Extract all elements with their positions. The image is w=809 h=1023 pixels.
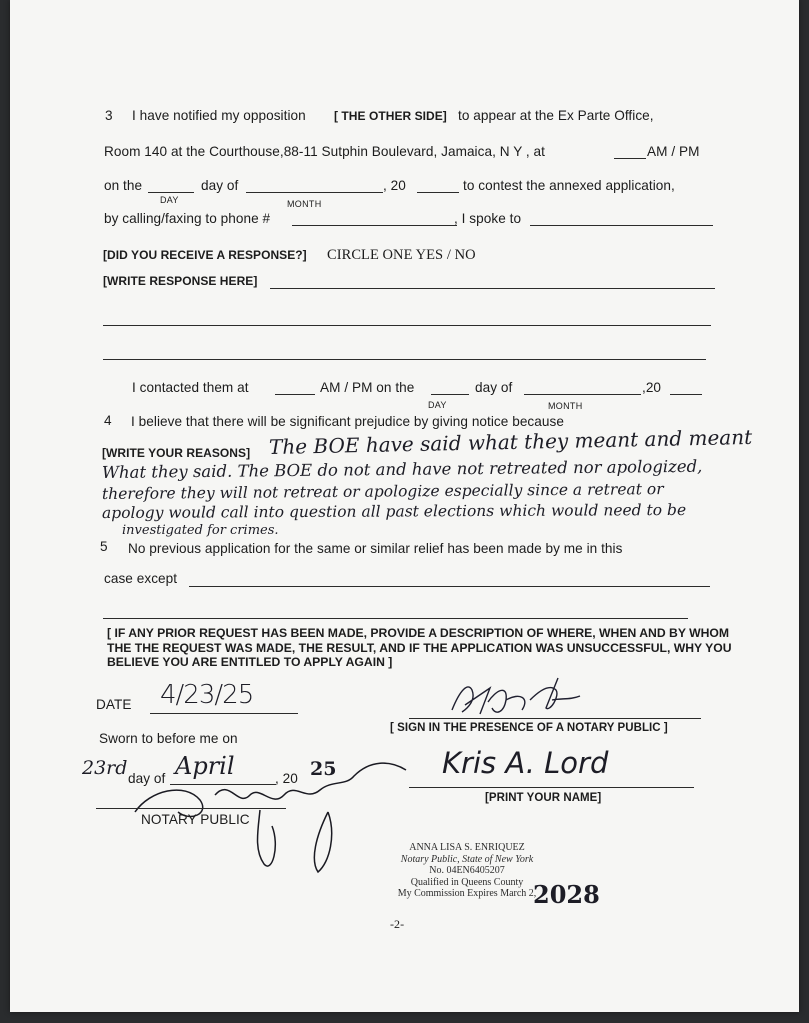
sworn-year-handwritten: 25 [310, 758, 337, 780]
sworn-day-handwritten: 23rd [82, 757, 128, 779]
print-name-label: [PRINT YOUR NAME] [485, 792, 602, 804]
contacted-day-blank[interactable] [431, 394, 469, 395]
item3-line1-post: to appear at the Ex Parte Office, [458, 108, 654, 123]
signature-line[interactable] [409, 718, 701, 719]
case-except-line-1[interactable] [189, 586, 710, 587]
on-the-label: on the [104, 178, 143, 193]
stamp-number: No. 04EN6405207 [429, 865, 505, 876]
date-line[interactable] [150, 713, 298, 714]
other-side-label: [ THE OTHER SIDE] [334, 109, 447, 123]
write-reasons-label: [WRITE YOUR REASONS] [102, 446, 251, 460]
spoke-to-label: , I spoke to [454, 211, 522, 226]
contacted-month-blank[interactable] [524, 394, 641, 395]
reason-line-4: apology would call into question all past elections which would need to be [101, 500, 687, 522]
year-blank[interactable] [417, 192, 459, 193]
sworn-year-prefix: , 20 [275, 771, 298, 786]
am-pm-label: AM / PM [647, 144, 700, 159]
prejudice-statement: I believe that there will be significant prejudice by giving notice because [131, 414, 564, 429]
sworn-label: Sworn to before me on [99, 731, 238, 746]
sworn-month-line[interactable] [170, 784, 276, 785]
notary-signature-line [96, 808, 286, 809]
day-blank[interactable] [148, 192, 194, 193]
date-handwritten: 4/23/25 [160, 680, 254, 710]
item-number-3: 3 [105, 108, 113, 123]
circle-one-options: CIRCLE ONE YES / NO [327, 247, 476, 263]
print-name-line[interactable] [409, 787, 694, 788]
reason-line-2: What they said. The BOE do not and have not retreated nor apologized, [101, 456, 703, 482]
stamp-qualified: Qualified in Queens County [410, 876, 524, 888]
contacted-day-caption: DAY [428, 400, 447, 410]
contacted-time-blank[interactable] [275, 394, 315, 395]
reason-line-1: The BOE have said what they meant and meant [268, 424, 753, 459]
sworn-day-of: day of [128, 771, 166, 786]
item-number-4: 4 [104, 413, 112, 428]
response-line-2[interactable] [103, 325, 711, 326]
month-caption: MONTH [287, 199, 322, 209]
phone-blank[interactable] [292, 225, 457, 226]
write-response-label: [WRITE RESPONSE HERE] [103, 274, 258, 288]
item3-line1-pre: I have notified my opposition [132, 108, 306, 123]
stamp-name: ANNA LISA S. ENRIQUEZ [409, 842, 525, 853]
response-line-3[interactable] [103, 359, 706, 360]
stamp-title: Notary Public, State of New York [400, 853, 534, 865]
contacted-year-prefix: ,20 [642, 380, 662, 395]
item-number-5: 5 [100, 539, 108, 554]
contest-text: to contest the annexed application, [463, 178, 675, 193]
contacted-day-of: day of [475, 380, 513, 395]
document-page [10, 0, 799, 1012]
printed-name-handwritten: Kris A. Lord [442, 746, 609, 780]
contacted-am-pm: AM / PM on the [320, 380, 415, 395]
case-except-label: case except [104, 571, 178, 586]
case-except-line-2[interactable] [103, 618, 688, 619]
phone-label: by calling/faxing to phone # [104, 211, 271, 226]
day-of-label: day of [201, 178, 239, 193]
stamp-expiry-year: 2028 [533, 880, 600, 909]
stamp-expires: My Commission Expires March 2, [397, 888, 537, 899]
contacted-label: I contacted them at [132, 380, 249, 395]
no-previous-application: No previous application for the same or similar relief has been made by me in this [128, 541, 623, 556]
month-blank[interactable] [246, 192, 383, 193]
response-line-1[interactable] [270, 288, 715, 289]
contacted-month-caption: MONTH [548, 401, 583, 411]
year-prefix: , 20 [383, 178, 406, 193]
courthouse-address: Room 140 at the Courthouse,88-11 Sutphin Boulevard, Jamaica, N Y , at [104, 144, 545, 159]
response-question: [DID YOU RECEIVE A RESPONSE?] [103, 248, 307, 262]
date-label: DATE [96, 697, 132, 712]
reason-line-3: therefore they will not retreat or apologize especially since a retreat or [101, 480, 664, 503]
notary-public-label: NOTARY PUBLIC [141, 812, 250, 827]
time-blank[interactable] [614, 158, 646, 159]
reason-line-5: investigated for crimes. [122, 523, 279, 538]
day-caption: DAY [160, 195, 179, 205]
sign-instruction: [ SIGN IN THE PRESENCE OF A NOTARY PUBLIC ] [390, 722, 668, 734]
spoke-to-blank[interactable] [530, 225, 713, 226]
contacted-year-blank[interactable] [670, 394, 702, 395]
prior-request-instructions: [ IF ANY PRIOR REQUEST HAS BEEN MADE, PROVIDE A DESCRIPTION OF WHERE, WHEN AND BY WHOM THE THE REQUEST WAS MADE, THE RESULT, AND IF THE APPLICATION WAS UNSUCCESSFUL, WHY YOU BELIEVE YOU ARE ENTITLED TO APPLY AGAIN ] [107, 626, 732, 669]
page-number: -2- [390, 917, 405, 931]
sworn-month-handwritten: April [175, 752, 235, 780]
